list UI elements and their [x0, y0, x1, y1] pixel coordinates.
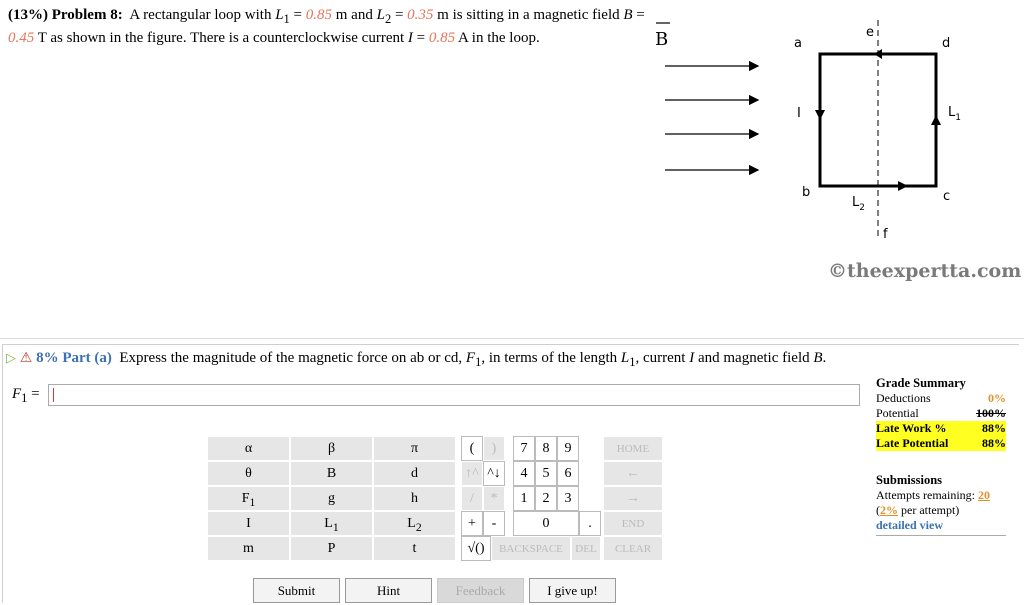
part-percent: 8% Part (a): [36, 350, 112, 366]
b-vector-label: [655, 23, 670, 50]
f-symbol: F: [465, 350, 476, 366]
key-var-12[interactable]: [207, 536, 290, 561]
key-var-3[interactable]: [207, 461, 290, 486]
part-text-1: Express the magnitude of the magnetic force on ab or cd,: [119, 350, 466, 366]
key-rparen[interactable]: ): [483, 436, 505, 461]
key-var-sub: 1: [332, 520, 339, 534]
potential-value: 100%: [976, 406, 1006, 420]
give-up-button[interactable]: I give up!: [529, 578, 616, 603]
part-panel: [2, 344, 1019, 603]
key-var-label: d: [411, 466, 418, 481]
key-var-8[interactable]: [373, 486, 456, 511]
key-var-label: θ: [245, 466, 252, 481]
key-var-label: h: [411, 491, 418, 506]
f-sub: 1: [475, 355, 482, 369]
key-var-5[interactable]: [373, 461, 456, 486]
eq-2: =: [391, 7, 408, 23]
potential-row: [876, 406, 1006, 421]
key-var-label: P: [327, 541, 336, 556]
key-var-label: g: [328, 491, 335, 506]
problem-text-5: A in the loop.: [455, 30, 540, 46]
key-var-sub: 1: [249, 495, 256, 509]
per-open: (: [876, 503, 880, 517]
arrow-bottom: [898, 181, 908, 191]
answer-label: [12, 386, 40, 406]
key-8[interactable]: 8: [535, 436, 557, 461]
grade-summary-title: Grade Summary: [876, 376, 966, 390]
key-var-0[interactable]: [207, 436, 290, 461]
key-var-6[interactable]: [207, 486, 290, 511]
key-var-label: L: [407, 516, 416, 531]
feedback-button[interactable]: Feedback: [437, 578, 524, 603]
loop-figure: [640, 0, 1020, 250]
key-minus[interactable]: -: [483, 511, 505, 536]
per-attempt-value: 2%: [880, 503, 898, 517]
label-l1-sub: 1: [955, 113, 961, 123]
label-l2-main: L: [852, 195, 860, 210]
eq-1: =: [289, 7, 306, 23]
key-del[interactable]: DEL: [571, 536, 601, 561]
submissions-panel: [876, 473, 1006, 536]
key-var-13[interactable]: [290, 536, 373, 561]
watermark: ©theexpertta.com: [828, 260, 1022, 282]
submissions-title: Submissions: [876, 473, 943, 487]
key-down-caret[interactable]: ^↓: [483, 461, 505, 486]
key-divide[interactable]: /: [461, 486, 483, 511]
i-value: 0.85: [428, 30, 456, 46]
arrow-left: [815, 110, 825, 120]
key-var-2[interactable]: [373, 436, 456, 461]
problem-text-1: A rectangular loop with: [129, 7, 276, 23]
key-var-label: L: [324, 516, 333, 531]
key-multiply[interactable]: *: [483, 486, 505, 511]
key-var-label: m: [243, 541, 254, 556]
key-var-label: t: [412, 541, 417, 556]
key-2[interactable]: 2: [535, 486, 557, 511]
key-9[interactable]: 9: [557, 436, 579, 461]
arrow-right: [931, 115, 941, 125]
detailed-view-link[interactable]: detailed view: [876, 518, 1006, 536]
per-attempt-row: [876, 503, 1006, 518]
grade-summary: [876, 376, 1006, 451]
label-a: a: [794, 36, 802, 51]
key-var-9[interactable]: [207, 511, 290, 536]
problem-statement: [8, 6, 648, 48]
key-right-arrow[interactable]: →: [603, 486, 663, 511]
attempts-value: 20: [977, 488, 990, 502]
b-value: 0.45: [8, 30, 35, 46]
deductions-row: [876, 391, 1006, 406]
problem-text-3: m is sitting in a magnetic field: [433, 7, 624, 23]
l-sub: 1: [629, 355, 636, 369]
key-4[interactable]: 4: [513, 461, 535, 486]
label-l1: [948, 105, 961, 123]
key-left-arrow[interactable]: ←: [603, 461, 663, 486]
key-home[interactable]: HOME: [603, 436, 663, 461]
part-text-2: , in terms of the length: [481, 350, 621, 366]
key-var-14[interactable]: [373, 536, 456, 561]
key-var-label: F: [241, 491, 250, 506]
key-6[interactable]: 6: [557, 461, 579, 486]
key-var-11[interactable]: [373, 511, 456, 536]
part-text-3: , current: [635, 350, 690, 366]
key-0[interactable]: 0: [513, 511, 579, 536]
key-var-7[interactable]: [290, 486, 373, 511]
key-var-label: β: [327, 441, 336, 456]
l-symbol: L: [620, 350, 630, 366]
b-symbol: B: [623, 7, 633, 23]
late-work-label: Late Work %: [876, 421, 947, 435]
label-l1-main: L: [948, 105, 956, 120]
l2-sub: 2: [384, 12, 392, 26]
key-end[interactable]: END: [603, 511, 663, 536]
key-plus[interactable]: +: [461, 511, 483, 536]
attempts-row: [876, 488, 1006, 503]
problem-label: Problem 8:: [51, 7, 123, 23]
key-up-caret[interactable]: ↑^: [461, 461, 483, 486]
key-var-label: π: [410, 441, 419, 456]
warning-icon: ⚠: [19, 351, 33, 366]
label-c: c: [943, 189, 951, 204]
key-var-label: B: [326, 466, 337, 481]
label-e: e: [866, 25, 874, 40]
late-potential-label: Late Potential: [876, 436, 949, 450]
answer-label-sub: 1: [21, 391, 28, 405]
key-var-sub: 2: [415, 520, 422, 534]
part-a-header: [6, 350, 826, 370]
label-f: f: [883, 227, 888, 242]
eq-4: =: [412, 30, 429, 46]
hint-button[interactable]: Hint: [345, 578, 432, 603]
label-current: I: [797, 106, 801, 121]
i-symbol: I: [407, 30, 413, 46]
key-sqrt[interactable]: √(): [461, 536, 491, 561]
label-l2-sub: 2: [859, 203, 865, 213]
label-b: b: [802, 185, 811, 200]
potential-label: Potential: [876, 406, 919, 420]
key-var-label: I: [246, 516, 251, 531]
key-var-10[interactable]: [290, 511, 373, 536]
eq-3: =: [632, 7, 645, 23]
expand-triangle-icon[interactable]: ▷: [6, 350, 16, 365]
answer-label-eq: =: [27, 386, 40, 402]
part-text-5: .: [822, 350, 827, 366]
key-var-label: α: [244, 441, 253, 456]
late-work-value: 88%: [982, 421, 1006, 435]
label-d: d: [942, 36, 951, 51]
submit-button[interactable]: Submit: [253, 578, 340, 603]
key-lparen[interactable]: (: [461, 436, 483, 461]
problem-text-4: T as shown in the figure. There is a counterclockwise current: [34, 30, 408, 46]
key-backspace[interactable]: BACKSPACE: [491, 536, 571, 561]
part-b-symbol: B: [813, 350, 823, 366]
b-vector-text: B: [655, 29, 669, 50]
section-divider: [0, 338, 1024, 339]
key-var-4[interactable]: [290, 461, 373, 486]
problem-weight: (13%): [8, 7, 48, 23]
key-5[interactable]: 5: [535, 461, 557, 486]
late-work-row: [876, 421, 1006, 436]
l2-symbol: L: [376, 7, 385, 23]
text-cursor: [53, 388, 54, 402]
key-1[interactable]: 1: [513, 486, 535, 511]
late-potential-row: [876, 436, 1006, 451]
part-i-symbol: I: [689, 350, 695, 366]
late-potential-value: 88%: [982, 436, 1006, 450]
key-7[interactable]: 7: [513, 436, 535, 461]
key-3[interactable]: 3: [557, 486, 579, 511]
l1-symbol: L: [275, 7, 284, 23]
l1-sub: 1: [283, 12, 290, 26]
key-clear[interactable]: CLEAR: [603, 536, 663, 561]
label-l2: [852, 195, 865, 213]
problem-text-2: m and: [332, 7, 377, 23]
part-text-4: and magnetic field: [694, 350, 814, 366]
deductions-label: Deductions: [876, 391, 931, 405]
key-dot[interactable]: .: [579, 511, 601, 536]
deductions-value: 0%: [988, 391, 1006, 405]
per-close: per attempt): [898, 503, 960, 517]
attempts-label: Attempts remaining:: [876, 488, 978, 502]
l1-value: 0.85: [305, 7, 333, 23]
answer-label-sym: F: [12, 386, 22, 402]
answer-input[interactable]: [48, 384, 860, 406]
l2-value: 0.35: [407, 7, 434, 23]
key-var-1[interactable]: [290, 436, 373, 461]
